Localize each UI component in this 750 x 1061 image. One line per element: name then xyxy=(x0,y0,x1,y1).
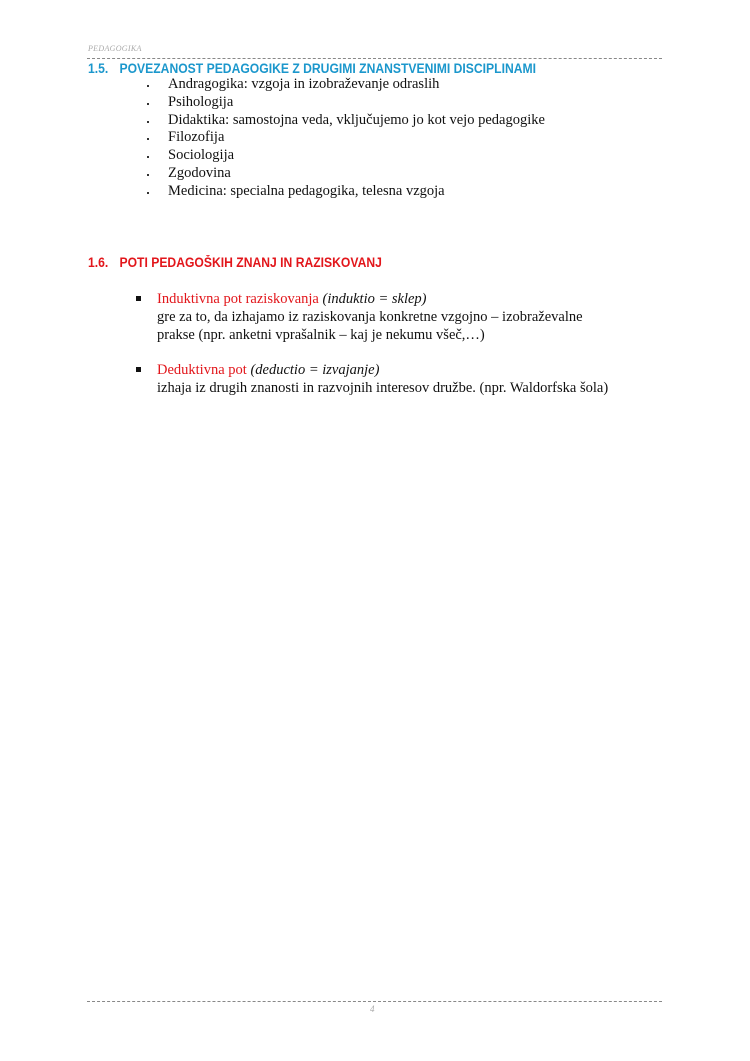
header-divider xyxy=(87,58,662,59)
list-item-deductive xyxy=(157,361,608,397)
section-heading-1-5 xyxy=(88,61,536,76)
square-bullet-icon xyxy=(136,296,141,301)
list-item: Medicina: specialna pedagogika, telesna vzgoja xyxy=(147,183,545,201)
list-item: Psihologija xyxy=(147,94,545,112)
description-line: izhaja iz drugih znanosti in razvojnih interesov družbe. (npr. Waldorfska šola) xyxy=(157,380,609,396)
section-number: 1.6. xyxy=(88,255,109,270)
term: Induktivna pot raziskovanja xyxy=(157,291,319,307)
section-title: POTI PEDAGOŠKIH ZNANJ IN RAZISKOVANJ xyxy=(119,255,382,270)
term: Deduktivna pot xyxy=(157,362,247,378)
footer-divider xyxy=(87,1001,662,1002)
list-item: Sociologija xyxy=(147,147,545,165)
running-header: PEDAGOGIKA xyxy=(88,44,142,53)
square-bullet-icon xyxy=(136,367,141,372)
description-line: prakse (npr. anketni vprašalnik – kaj je nekumu všeč,…) xyxy=(157,327,485,343)
list-item: Andragogika: vzgoja in izobraževanje odraslih xyxy=(147,76,545,94)
section-title: POVEZANOST PEDAGOGIKE Z DRUGIMI ZNANSTVENIMI DISCIPLINAMI xyxy=(119,61,537,76)
list-item-inductive xyxy=(157,290,583,344)
list-item: Didaktika: samostojna veda, vključujemo jo kot vejo pedagogike xyxy=(147,112,545,130)
section-heading-1-6 xyxy=(88,255,382,270)
section-number: 1.5. xyxy=(88,61,109,76)
list-item: Filozofija xyxy=(147,129,545,147)
description-line: gre za to, da izhajamo iz raziskovanja konkretne vzgojno – izobraževalne xyxy=(157,309,583,325)
page-number: 4 xyxy=(370,1004,375,1014)
list-item: Zgodovina xyxy=(147,165,545,183)
disciplines-list xyxy=(147,76,545,201)
term-note: (deductio = izvajanje) xyxy=(250,362,380,378)
term-note: (induktio = sklep) xyxy=(322,291,427,307)
